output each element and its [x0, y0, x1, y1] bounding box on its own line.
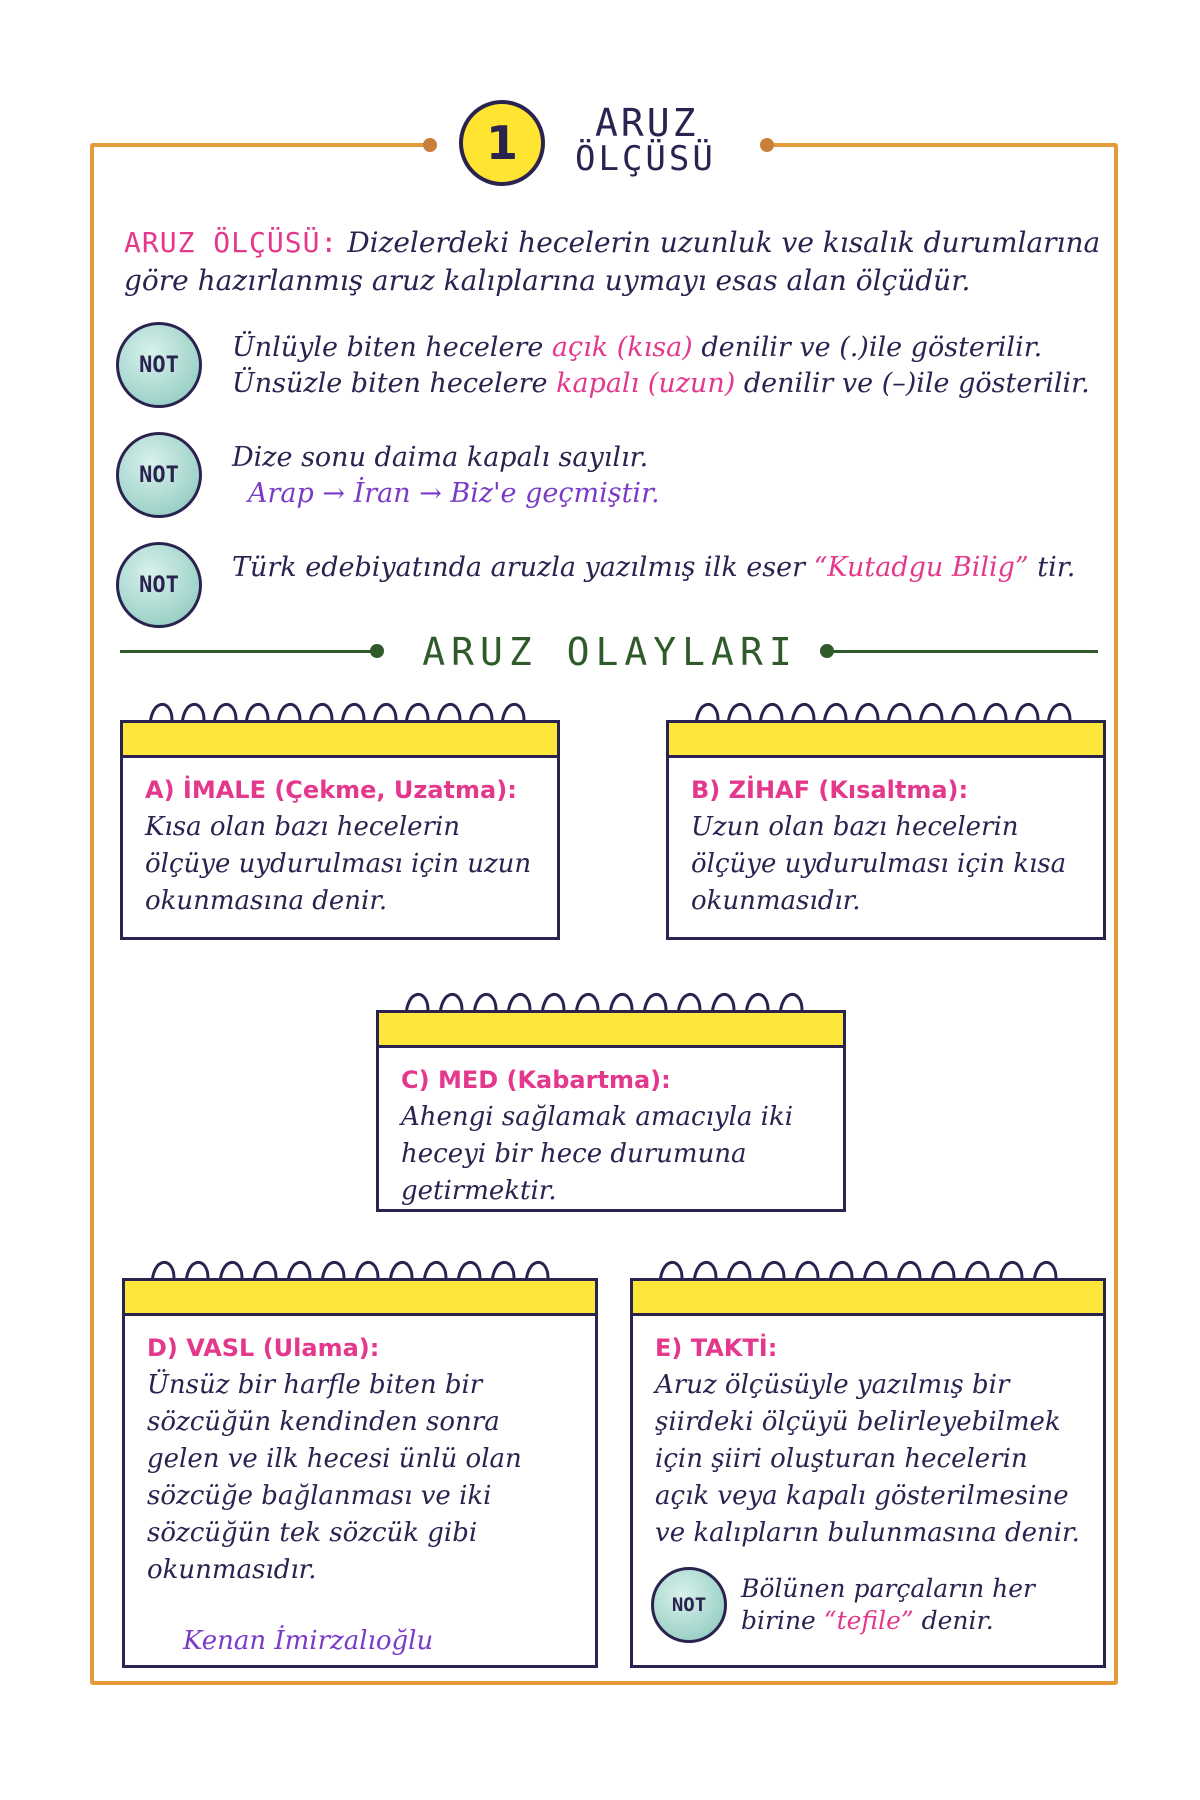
- page-title-line2: ÖLÇÜSÜ: [575, 139, 716, 179]
- note-line-text: denilir ve (–)ile gösterilir.: [743, 368, 1090, 399]
- note-highlight: açık (kısa): [551, 332, 693, 363]
- note-badge-icon: NOT: [116, 322, 202, 408]
- note-line-text: denir.: [921, 1606, 994, 1635]
- section-line-right: [832, 650, 1098, 653]
- section-title-text: ARUZ OLAYLARI: [422, 630, 798, 674]
- note-line: [232, 330, 1112, 366]
- card-text: Aruz ölçüsüyle yazılmış bir şiirdeki ölçüyü belirleyebilmek için şiiri oluşturan hecelerin açık veya kapalı gösterilmesine ve kalıpların bulunmasına denir.: [655, 1370, 1080, 1548]
- section-dot-left: [370, 644, 384, 658]
- frame-knot-left: [423, 138, 437, 152]
- section-line-left: [120, 650, 375, 653]
- card-body: [379, 1048, 843, 1210]
- card-strip: [669, 723, 1103, 758]
- card-box: [666, 720, 1106, 940]
- note-line-origin: Arap → İran → Biz'e geçmiştir.: [248, 478, 660, 509]
- page-title: [575, 101, 755, 179]
- note-text: [232, 330, 1112, 402]
- card-text: Kısa olan bazı hecelerin ölçüye uydurulması için uzun okunmasına denir.: [145, 812, 532, 916]
- note-open-closed-syllables: [116, 318, 1126, 408]
- note-badge-icon: NOT: [116, 542, 202, 628]
- note-line-text: Türk edebiyatında aruzla yazılmış ilk eser: [232, 552, 805, 583]
- note-tefile: [651, 1567, 1071, 1647]
- definition-term: ARUZ ÖLÇÜSÜ:: [124, 226, 339, 259]
- card-body: [123, 758, 557, 920]
- card-box: [120, 720, 560, 940]
- definition-text: Dizelerdeki hecelerin uzunluk ve kısalık durumlarına göre hazırlanmış aruz kalıplarına uymayı esas alan ölçüdür.: [124, 226, 1101, 297]
- note-text: [232, 550, 1112, 586]
- card-strip: [123, 723, 557, 758]
- card-heading: D) VASL (Ulama):: [147, 1334, 380, 1362]
- card-zihaf: [666, 690, 1106, 940]
- card-body: [633, 1316, 1103, 1552]
- card-text: Uzun olan bazı hecelerin ölçüye uydurulması için kısa okunmasıdır.: [691, 812, 1067, 916]
- note-line-end: [116, 428, 1126, 518]
- note-text: [232, 440, 1112, 512]
- note-line-text: denilir ve (.)ile gösterilir.: [701, 332, 1043, 363]
- note-highlight: “Kutadgu Bilig”: [813, 552, 1029, 583]
- card-example: Kenan İmirzalıoğlu: [183, 1626, 434, 1656]
- card-body: [125, 1316, 595, 1660]
- card-takti: [630, 1248, 1106, 1668]
- page-title-line1: ARUZ: [595, 101, 699, 145]
- card-heading: C) MED (Kabartma):: [401, 1066, 671, 1094]
- card-vasl: [122, 1248, 598, 1668]
- card-strip: [125, 1281, 595, 1316]
- card-heading: A) İMALE (Çekme, Uzatma):: [145, 776, 517, 804]
- card-heading: B) ZİHAF (Kısaltma):: [691, 776, 969, 804]
- note-highlight: kapalı (uzun): [556, 368, 736, 399]
- note-line-text: Ünlüyle biten hecelere: [232, 332, 544, 363]
- card-strip: [633, 1281, 1103, 1316]
- section-title: [120, 630, 1100, 674]
- note-highlight: “tefile”: [823, 1606, 914, 1635]
- definition-paragraph: [124, 224, 1114, 300]
- note-text: [741, 1573, 1071, 1637]
- card-box: [122, 1278, 598, 1668]
- card-med: [376, 980, 846, 1212]
- card-box: [376, 1010, 846, 1212]
- card-heading: E) TAKTİ:: [655, 1334, 778, 1362]
- card-strip: [379, 1013, 843, 1048]
- note-line-text: tir.: [1037, 552, 1076, 583]
- note-line: [232, 366, 1112, 402]
- card-imale: [120, 690, 560, 940]
- chapter-number-badge: 1: [459, 100, 545, 186]
- card-box: [630, 1278, 1106, 1668]
- note-line-text: Ünsüzle biten hecelere: [232, 368, 548, 399]
- note-line-text: Bölünen parçaların her birine: [741, 1574, 1035, 1635]
- card-body: [669, 758, 1103, 920]
- note-first-work: [116, 538, 1126, 628]
- note-badge-icon: NOT: [651, 1567, 727, 1643]
- note-badge-icon: NOT: [116, 432, 202, 518]
- note-line: Dize sonu daima kapalı sayılır.: [232, 442, 649, 473]
- frame-knot-right: [760, 138, 774, 152]
- card-text: Ünsüz bir harfle biten bir sözcüğün kendinden sonra gelen ve ilk hecesi ünlü olan sözcüğe bağlanması ve iki sözcüğün tek sözcük gibi okunmasıdır.: [147, 1370, 522, 1585]
- card-text: Ahengi sağlamak amacıyla iki heceyi bir hece durumuna getirmektir.: [401, 1102, 794, 1206]
